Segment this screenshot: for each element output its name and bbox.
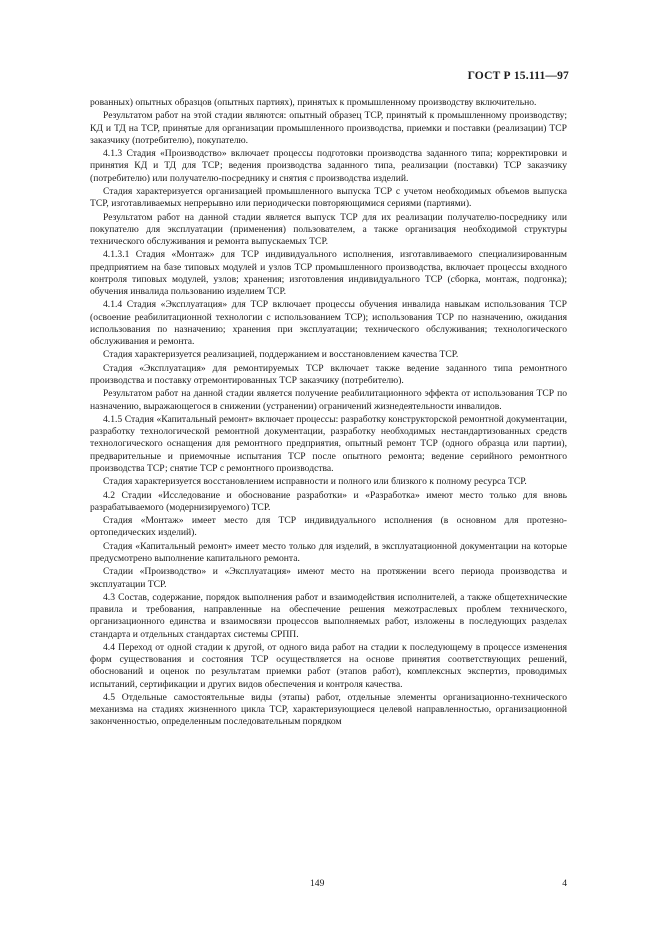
- paragraph: Стадия «Капитальный ремонт» имеет место только для изделий, в эксплуатационной документации на которые предусмотрено выполнение капитального ремонта.: [90, 540, 567, 564]
- paragraph: Результатом работ на данной стадии является выпуск ТСР для их реализации получателю-посреднику или покупателю для эксплуатации (применения) пользователем, а также организация необходимой структуры технического обслуживания и ремонта выпускаемых ТСР.: [90, 211, 567, 247]
- paragraph: 4.1.5 Стадия «Капитальный ремонт» включает процессы: разработку конструкторской ремонтной документации, разработку технологической ремонтной документации, разработку необходимых нестандартизованных средств технологического оснащения для ремонтного предприятия, опытный ремонт ТСР (одного образца или партии), предварительные и приемочные испытания ТСР после опытного ремонта; ведение серийного ремонтного производства ТСР; снятие ТСР с ремонтного производства.: [90, 413, 567, 474]
- paragraph: 4.4 Переход от одной стадии к другой, от одного вида работ на стадии к последующему в процессе изменения форм существования и состояния ТСР осуществляется на основе принятия соответствующих решений, обоснований и оценок по результатам приемки работ (этапов работ), комплексных экспертиз, проводимых испытаний, сертификации и других видов обеспечения и контроля качества.: [90, 641, 567, 690]
- paragraph: 4.3 Состав, содержание, порядок выполнения работ и взаимодействия исполнителей, а также общетехнические правила и требования, направленные на обеспечение решения межотраслевых проблем технического, организационного единства и взаимосвязи процессов выполняемых работ, изложены в последующих разделах стандарта и отдельных стандартах системы СРПП.: [90, 591, 567, 640]
- paragraph: Стадия «Монтаж» имеет место для ТСР индивидуального исполнения (в основном для протезно-ортопедических изделий).: [90, 515, 567, 539]
- paragraph: Стадия «Эксплуатация» для ремонтируемых ТСР включает также ведение заданного типа ремонтного производства и поставку отремонтированных ТСР заказчику (потребителю).: [90, 362, 567, 386]
- paragraph: 4.5 Отдельные самостоятельные виды (этапы) работ, отдельные элементы организационно-технического механизма на стадиях жизненного цикла ТСР, характеризующиеся целевой направленностью, организационной законченностью, определенным последовательным порядком: [90, 691, 567, 728]
- document-header: ГОСТ Р 15.111—97: [467, 70, 569, 82]
- sheet-number: 4: [562, 878, 567, 889]
- paragraph: Стадия характеризуется реализацией, поддержанием и восстановлением качества ТСР.: [103, 349, 459, 361]
- paragraph: Стадия характеризуется восстановлением исправности и полного или близкого к полному ресурса ТСР.: [103, 476, 527, 488]
- paragraph: Результатом работ на этой стадии являются: опытный образец ТСР, принятый к промышленному производству; КД и ТД на ТСР, принятые для организации промышленного производства, приемки и поставки (реализации) ТСР заказчику (потребителю), покупателю.: [90, 110, 567, 146]
- document-body: [90, 97, 567, 730]
- paragraph: 4.1.3.1 Стадия «Монтаж» для ТСР индивидуального исполнения, изготавливаемого специализированным предприятием на базе типовых модулей и узлов ТСР промышленного производства, включает процессы входного контроля типовых модулей, узлов; хранения; изготовления индивидуального ТСР (сборка, монтаж, подгонка); обучения инвалида пользованию изделием ТСР.: [90, 249, 567, 297]
- paragraph: Результатом работ на данной стадии является получение реабилитационного эффекта от использования ТСР по назначению, выражающегося в снижении (устранении) ограничений жизнедеятельности инвалидов.: [90, 388, 567, 412]
- paragraph: 4.1.3 Стадия «Производство» включает процессы подготовки производства заданного типа; корректировки и принятия КД и ТД для ТСР; ведения производства заданного типа, реализации (поставки) ТСР заказчику (потребителю) или получателю-посреднику и снятия с производства изделий.: [90, 148, 567, 184]
- paragraph: Стадия характеризуется организацией промышленного выпуска ТСР с учетом необходимых объемов выпуска ТСР, изготавливаемых непрерывно или периодически повторяющимися сериями (партиями).: [90, 185, 567, 210]
- paragraph: рованных) опытных образцов (опытных партиях), принятых к промышленному производству включительно.: [90, 97, 537, 108]
- paragraph: 4.2 Стадии «Исследование и обоснование разработки» и «Разработка» имеют место только для вновь разрабатываемого (модернизируемого) ТСР.: [90, 489, 567, 513]
- paragraph: 4.1.4 Стадия «Эксплуатация» для ТСР включает процессы обучения инвалида навыкам использования ТСР (освоение реабилитационной технологии с использованием ТСР); использования ТСР по назначению, ожидания использования по назначению; хранения при эксплуатации; технического обслуживания; технологического обслуживания и ремонта.: [90, 299, 567, 347]
- paragraph: Стадии «Производство» и «Эксплуатация» имеют место на протяжении всего периода производства и эксплуатации ТСР.: [90, 566, 567, 590]
- page-number: 149: [310, 878, 325, 889]
